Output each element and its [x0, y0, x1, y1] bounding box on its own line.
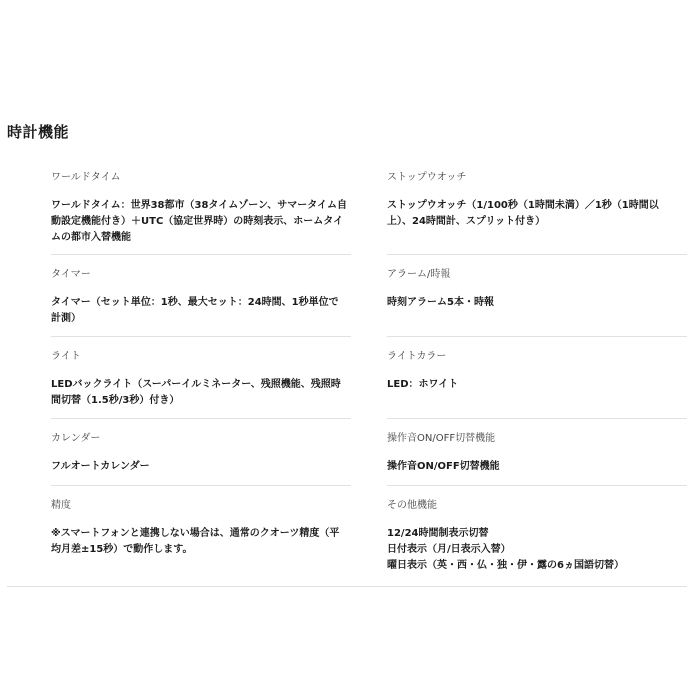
- spec-accuracy: [51, 499, 351, 558]
- spec-value: LED：ホワイト: [387, 379, 459, 390]
- spec-label: 精度: [51, 500, 71, 511]
- spec-alarm: [387, 268, 687, 311]
- spec-light: [51, 350, 351, 409]
- row-divider: [387, 254, 687, 255]
- spec-value: フルオートカレンダー: [51, 461, 150, 472]
- row-divider: [387, 418, 687, 419]
- spec-timer: [51, 268, 351, 327]
- spec-value: タイマー（セット単位：1秒、最大セット：24時間、1秒単位で 計測）: [51, 297, 339, 324]
- spec-stopwatch: [387, 171, 687, 230]
- spec-label: 操作音ON/OFF切替機能: [387, 433, 496, 444]
- row-divider: [51, 254, 351, 255]
- spec-label: ライトカラー: [387, 351, 447, 362]
- spec-label: タイマー: [51, 269, 91, 280]
- row-divider: [51, 418, 351, 419]
- spec-other: [387, 499, 687, 574]
- spec-label: カレンダー: [51, 433, 101, 444]
- spec-label: その他機能: [387, 500, 437, 511]
- row-divider: [51, 485, 351, 486]
- row-divider: [51, 336, 351, 337]
- spec-light-color: [387, 350, 687, 393]
- section-bottom-divider: [7, 586, 687, 587]
- row-divider: [387, 485, 687, 486]
- row-divider: [387, 336, 687, 337]
- spec-value: 12/24時間制表示切替 日付表示（月/日表示入替） 曜日表示（英・西・仏・独・伊・露の6ヵ国語切替）: [387, 528, 624, 571]
- spec-label: アラーム/時報: [387, 269, 451, 280]
- spec-value: LEDバックライト（スーパーイルミネーター、残照機能、残照時 間切替（1.5秒/3秒）付き）: [51, 379, 341, 406]
- spec-label: ライト: [51, 351, 81, 362]
- spec-world-time: [51, 171, 351, 246]
- spec-value: 時刻アラーム5本・時報: [387, 297, 494, 308]
- spec-calendar: [51, 432, 351, 475]
- spec-value: ストップウオッチ（1/100秒（1時間未満）／1秒（1時間以 上）、24時間計、スプリット付き）: [387, 200, 659, 227]
- spec-value: 操作音ON/OFF切替機能: [387, 461, 500, 472]
- spec-value: ※スマートフォンと連携しない場合は、通常のクオーツ精度（平 均月差±15秒）で動作します。: [51, 528, 340, 555]
- spec-label: ストップウオッチ: [387, 172, 467, 183]
- spec-value: ワールドタイム：世界38都市（38タイムゾーン、サマータイム自 動設定機能付き）＋UTC（協定世界時）の時刻表示、ホームタイ ムの都市入替機能: [51, 200, 348, 243]
- spec-label: ワールドタイム: [51, 172, 121, 183]
- section-title: 時計機能: [7, 123, 70, 141]
- spec-operation-sound: [387, 432, 687, 475]
